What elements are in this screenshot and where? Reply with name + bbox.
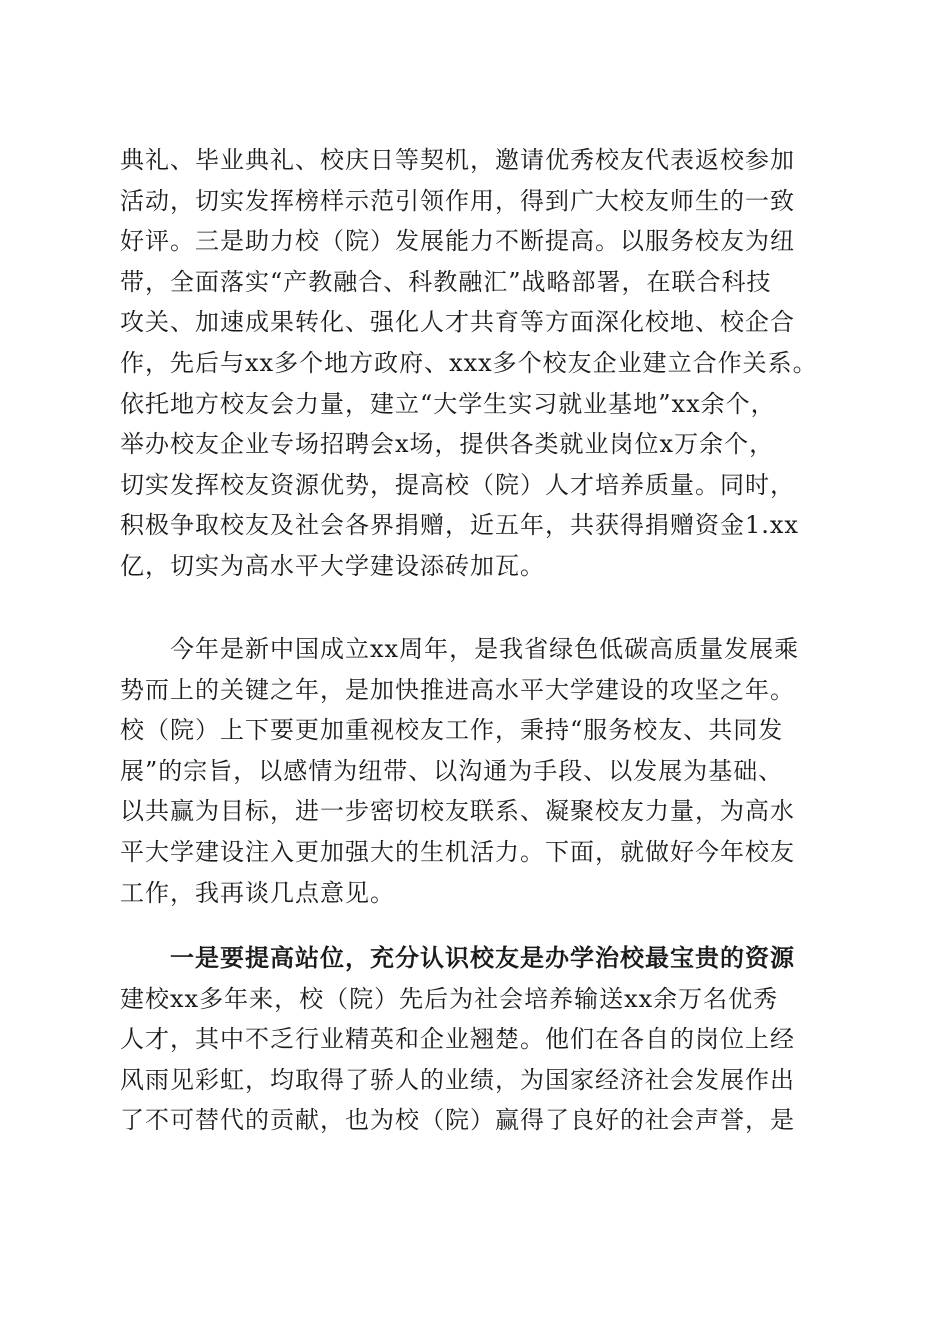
paragraph-line: 切实发挥校友资源优势，提高校（院）人才培养质量。同时， (120, 470, 795, 499)
paragraph-line: 典礼、毕业典礼、校庆日等契机，邀请优秀校友代表返校参加 (120, 146, 795, 174)
paragraph-line: 平大学建设注入更加强大的生机活力。下面，就做好今年校友 (120, 837, 795, 866)
paragraph-line: 校（院）上下要更加重视校友工作，秉持“服务校友、共同发 (120, 716, 784, 745)
paragraph-line: 举办校友企业专场招聘会x场，提供各类就业岗位x万余个， (120, 430, 775, 459)
paragraph-line: 势而上的关键之年，是加快推进高水平大学建设的攻坚之年。 (120, 675, 795, 704)
paragraph-line: 工作，我再谈几点意见。 (120, 878, 395, 907)
paragraph-line: 好评。三是助力校（院）发展能力不断提高。以服务校友为纽 (120, 227, 795, 256)
paragraph-3 (120, 938, 840, 1141)
paragraph-line: 带，全面落实“产教融合、科教融汇”战略部署，在联合科技 (120, 267, 772, 296)
paragraph-line: 亿，切实为高水平大学建设添砖加瓦。 (120, 551, 545, 580)
paragraph-line: 今年是新中国成立xx周年，是我省绿色低碳高质量发展乘 (120, 635, 800, 663)
paragraph-line: 依托地方校友会力量，建立“大学生实习就业基地”xx余个， (120, 389, 776, 418)
paragraph-line: 作，先后与xx多个地方政府、xxx多个校友企业建立合作关系。 (120, 348, 818, 377)
paragraph-line: 建校xx多年来，校（院）先后为社会培养输送xx余万名优秀 (120, 984, 779, 1013)
paragraph-line: 风雨见彩虹，均取得了骄人的业绩，为国家经济社会发展作出 (120, 1065, 795, 1094)
paragraph-line: 活动，切实发挥榜样示范引领作用，得到广大校友师生的一致 (120, 186, 795, 215)
paragraph-2 (120, 629, 840, 913)
paragraph-line: 了不可替代的贡献，也为校（院）赢得了良好的社会声誉，是 (120, 1106, 795, 1135)
section-heading: 一是要提高站位，充分认识校友是办学治校最宝贵的资源 (120, 943, 795, 972)
paragraph-line: 攻关、加速成果转化、强化人才共育等方面深化校地、校企合 (120, 308, 795, 337)
paragraph-line: 以共赢为目标，进一步密切校友联系、凝聚校友力量，为高水 (120, 797, 795, 826)
paragraph-1 (120, 140, 840, 587)
paragraph-line: 积极争取校友及社会各界捐赠，近五年，共获得捐赠资金1.xx (120, 511, 799, 540)
paragraph-line: 人才，其中不乏行业精英和企业翘楚。他们在各自的岗位上经 (120, 1025, 795, 1054)
paragraph-line: 展”的宗旨，以感情为纽带、以沟通为手段、以发展为基础、 (120, 756, 784, 785)
